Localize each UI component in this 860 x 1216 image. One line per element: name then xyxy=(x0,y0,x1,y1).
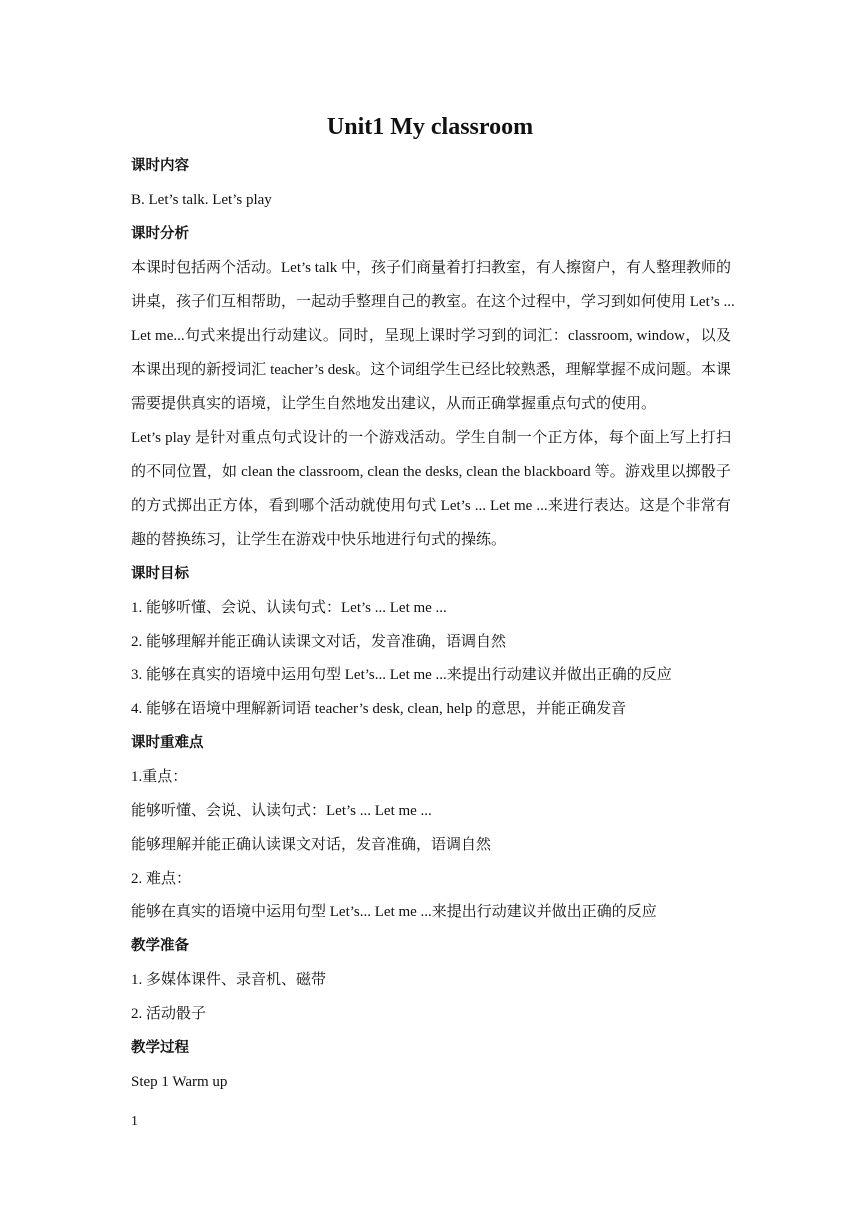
analysis-line: 本课时包括两个活动。Let’s talk 中，孩子们商量着打扫教室，有人擦窗户，有人整理教师的 xyxy=(131,260,731,276)
section-heading-prep: 教学准备 xyxy=(131,938,189,954)
analysis-line: 本课出现的新授词汇 teacher’s desk。这个词组学生已经比较熟悉，理解掌握不成问题。本课 xyxy=(131,362,731,378)
analysis-line: 需要提供真实的语境，让学生自然地发出建议，从而正确掌握重点句式的使用。 xyxy=(131,396,657,412)
content-text: B. Let’s talk. Let’s play xyxy=(131,192,272,208)
section-heading-content: 课时内容 xyxy=(131,158,189,174)
process-step: Step 1 Warm up xyxy=(131,1074,228,1090)
keypoint-item: 能够听懂、会说、认读句式：Let’s ... Let me ... xyxy=(131,803,432,819)
keypoint-item: 1.重点： xyxy=(131,769,188,785)
analysis-line: 的方式掷出正方体，看到哪个活动就使用句式 Let’s ... Let me ...来进行表达。这是个非常有 xyxy=(131,498,731,514)
prep-item: 1. 多媒体课件、录音机、磁带 xyxy=(131,972,327,988)
goal-item: 4. 能够在语境中理解新词语 teacher’s desk, clean, help 的意思，并能正确发音 xyxy=(131,701,627,717)
section-heading-keypoints: 课时重难点 xyxy=(131,735,204,751)
section-heading-process: 教学过程 xyxy=(131,1040,189,1056)
keypoint-item: 2. 难点： xyxy=(131,871,192,887)
section-heading-goals: 课时目标 xyxy=(131,566,189,582)
document-title: Unit1 My classroom xyxy=(326,114,534,140)
analysis-line: 趣的替换练习，让学生在游戏中快乐地进行句式的操练。 xyxy=(131,532,507,548)
prep-item: 2. 活动骰子 xyxy=(131,1006,207,1022)
analysis-line: Let me...句式来提出行动建议。同时，呈现上课时学习到的词汇：classroom, window，以及 xyxy=(131,328,731,344)
analysis-line: 的不同位置，如 clean the classroom, clean the desks, clean the blackboard 等。游戏里以掷骰子 xyxy=(131,464,731,480)
goal-item: 2. 能够理解并能正确认读课文对话，发音准确，语调自然 xyxy=(131,634,507,650)
section-heading-analysis: 课时分析 xyxy=(131,226,189,242)
keypoint-item: 能够在真实的语境中运用句型 Let’s... Let me ...来提出行动建议并做出正确的反应 xyxy=(131,904,657,920)
goal-item: 1. 能够听懂、会说、认读句式：Let’s ... Let me ... xyxy=(131,600,447,616)
goal-item: 3. 能够在真实的语境中运用句型 Let’s... Let me ...来提出行动建议并做出正确的反应 xyxy=(131,667,672,683)
keypoint-item: 能够理解并能正确认读课文对话，发音准确，语调自然 xyxy=(131,837,492,853)
page-number: 1 xyxy=(131,1114,138,1129)
analysis-line: 讲桌，孩子们互相帮助，一起动手整理自己的教室。在这个过程中，学习到如何使用 Let’s ... xyxy=(131,294,735,310)
analysis-line: Let’s play 是针对重点句式设计的一个游戏活动。学生自制一个正方体，每个面上写上打扫 xyxy=(131,430,731,446)
